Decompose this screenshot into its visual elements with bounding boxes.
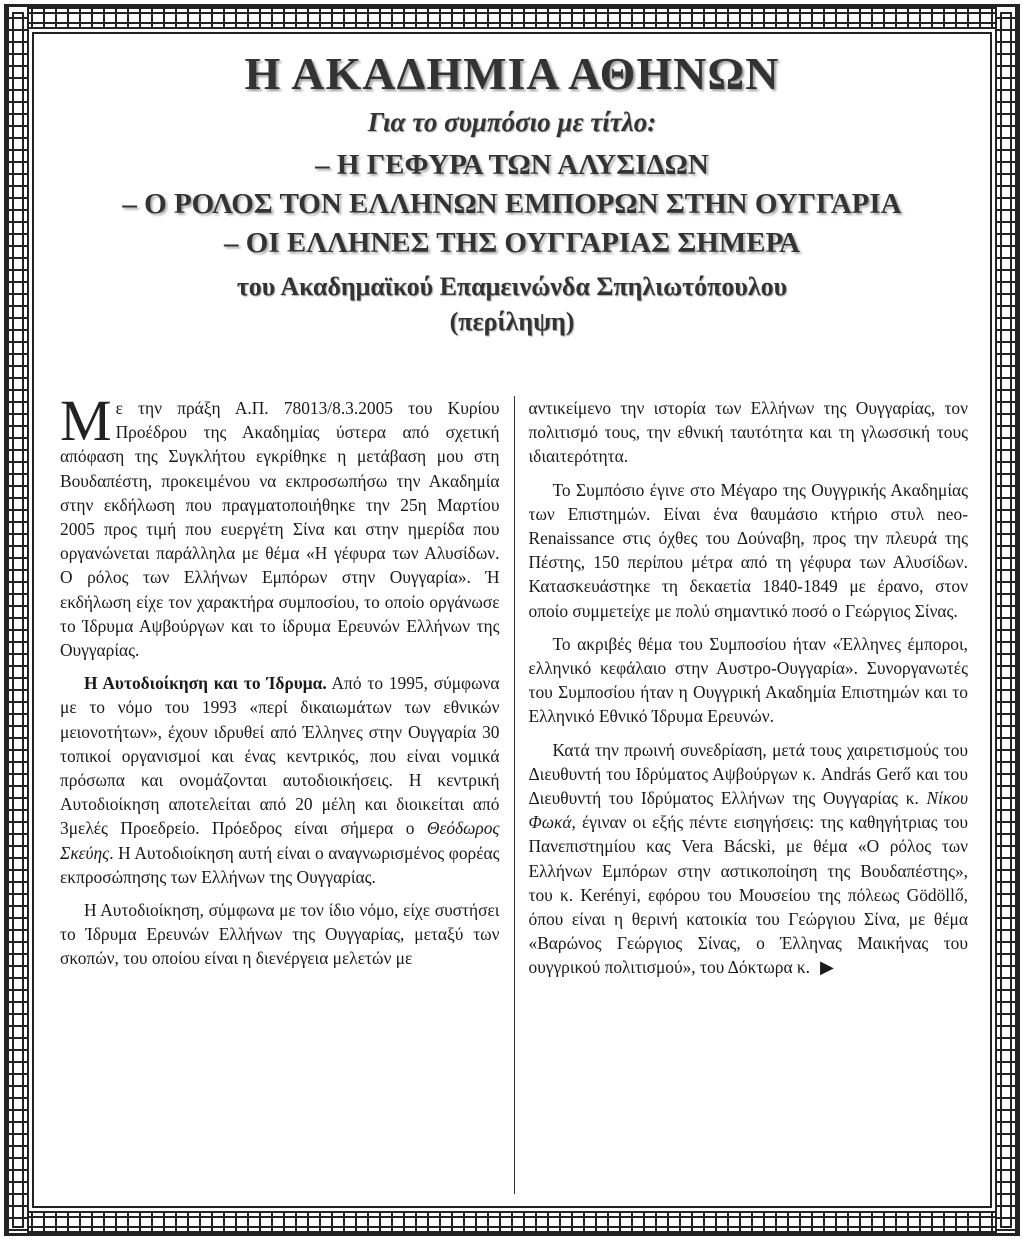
greek-key-border-right (995, 7, 1017, 1233)
drop-cap: Μ (60, 388, 112, 453)
paragraph (529, 396, 969, 469)
greek-key-border-top (7, 7, 1017, 29)
right-column (514, 396, 971, 1194)
paragraph-text: Κατά την πρωινή συνεδρίαση, μετά τους χαιρετισμούς του Διευθυντή του Ιδρύματος Αψβούργων κ. András Gerő και του Διευθυντή του Ιδρύματος Ελλήνων της Ουγγαρίας κ. (528, 739, 968, 809)
paragraph (60, 388, 500, 662)
paragraph-text: Η Αυτοδιοίκηση, σύμφωνα με τον ίδιο νόμο, είχε συστήσει το Ίδρυμα Ερευνών Ελλήνων της Ουγγαρίας, μεταξύ των σκοπών, του οποίου είναι η διενέργεια μελετών με (60, 900, 500, 969)
greek-key-border-bottom (7, 1211, 1017, 1233)
paragraph-text: , έγιναν οι εξής πέντε εισηγήσεις: της καθηγήτριας του Πανεπιστημίου κας Vera Bácski, με θέμα «Ο ρόλος των Ελλήνων Εμπόρων στην αστικοποίηση της Βουδαπέστης», του κ. Kerényi, εφόρου του Μουσείου της πόλεως Gödöllő, όπου είναι η θερινή κατοικία του Γεώργιου Σίνα, με θέμα «Βαρώνος Γεώργιος Σίνας, ο Έλληνας Μαικήνας του ουγγρικού πολιτισμού», του Δόκτωρα κ. (528, 812, 968, 978)
paragraph-text: ε την πράξη Α.Π. 78013/8.3.2005 του Κυρίου Προέδρου της Ακαδημίας ύστερα από σχετική απόφαση της Συγκλήτου εγκρίθηκε η μετάβαση μου στη Βουδαπέστη, προκειμένου να εκπροσωπήσω την Ακαδημία στην εκδήλωση που πραγματοποιήθηκε την 25η Μαρτίου 2005 προς τιμή που ευεργέτη Σίνα και στην ημερίδα που οργανώνεται παράλληλα με θέμα «Η γέφυρα των Αλυσίδων. Ο ρόλος των Ελλήνων Εμπόρων στην Ουγγαρία». Ή εκδήλωση είχε τον χαρακτήρα συμποσίου, το οποίο οργάνωσε το Ίδρυμα Αψβούργων και το ίδρυμα Ερευνών Ελλήνων της Ουγγαρίας. (60, 398, 500, 661)
paragraph (60, 898, 500, 971)
paragraph-text: Από το 1995, σύμφωνα με το νόμο του 1993 «περί δικαιωμάτων των εθνικών μειονοτήτων», έχουν ιδρυθεί από Έλληνες στην Ουγγαρία 30 τοπικοί οργανισμοί και ένας κεντρικός, που είναι νομικά πρόσωπα και ονομάζονται αυτοδιοικήσεις. Η κεντρική Αυτοδιοίκηση αποτελείται από 20 μέλη και διοικείται από 3μελές Προεδρείο. Πρόεδρος είναι σήμερα ο (60, 673, 500, 839)
person-name: Θεόδωρος Σκεύης (60, 818, 500, 863)
person-name: Νίκου Φωκά (528, 788, 968, 833)
summary-label: (περίληψη) (449, 306, 575, 336)
author-line: του Ακαδημαϊκού Επαμεινώνδα Σπηλιωτόπουλου (236, 272, 788, 302)
paragraph-text: Το ακριβές θέμα του Συμποσίου ήταν «Έλληνες έμποροι, ελληνικό κεφάλαιο στην Αυστρο-Ουγγαρία». Συνοργανωτές του Συμποσίου ήταν η Ουγγρική Ακαδημία Επιστημών και το Ελληνικό Εθνικό Ίδρυμα Ερευνών. (528, 633, 968, 727)
topic-line: – Ο ΡΟΛΟΣ ΤΟΝ ΕΛΛΗΝΩΝ ΕΜΠΟΡΩΝ ΣΤΗΝ ΟΥΓΓΑΡΙΑ (122, 188, 902, 221)
topic-line: – ΟΙ ΕΛΛΗΝΕΣ ΤΗΣ ΟΥΓΓΑΡΙΑΣ ΣΗΜΕΡΑ (224, 227, 800, 260)
article-heading (46, 48, 978, 338)
left-column (58, 388, 514, 1194)
greek-key-border-left (7, 7, 29, 1233)
symposium-subtitle: Για το συμπόσιο με τίτλο: (367, 106, 657, 137)
topic-line: – Η ΓΕΦΥΡΑ ΤΩΝ ΑΛΥΣΙΔΩΝ (315, 148, 709, 181)
paragraph (60, 671, 500, 889)
article (46, 44, 978, 1194)
paragraph (529, 478, 969, 623)
page-title: Η ΑΚΑΔΗΜΙΑ ΑΘΗΝΩΝ (244, 48, 780, 99)
section-lead: Η Αυτοδιοίκηση και το Ίδρυμα. (84, 673, 327, 694)
paragraph-text: Το Συμπόσιο έγινε στο Μέγαρο της Ουγγρικής Ακαδημίας των Επιστημών. Είναι ένα θαυμάσιο κτήριο στυλ neo-Renaissance στις όχθες του Δούναβη, προς την πλευρά της Πέστης, 150 περίπου μέτρα από τη γέφυρα των Αλυσίδων. Κατασκευάστηκε τη δεκαετία 1840-1849 με έρανο, στον οποίο συμμετείχε με πολύ σημαντικό ποσό ο Γεώργιος Σίνας. (528, 479, 968, 621)
paragraph-text: . Η Αυτοδιοίκηση αυτή είναι ο αναγνωρισμένος φορέας εκπροσώπησης των Ελλήνων της Ουγγαρίας. (60, 842, 500, 887)
paragraph (529, 632, 969, 729)
paragraph-text: αντικείμενο την ιστορία των Ελλήνων της Ουγγαρίας, τον πολιτισμό τους, την εθνική ταυτότητα και τη γλωσσική τους ιδιαιτερότητα. (528, 398, 968, 467)
paragraph (529, 738, 969, 980)
text-columns (58, 388, 970, 1194)
continue-arrow-icon: ▶ (820, 957, 834, 978)
